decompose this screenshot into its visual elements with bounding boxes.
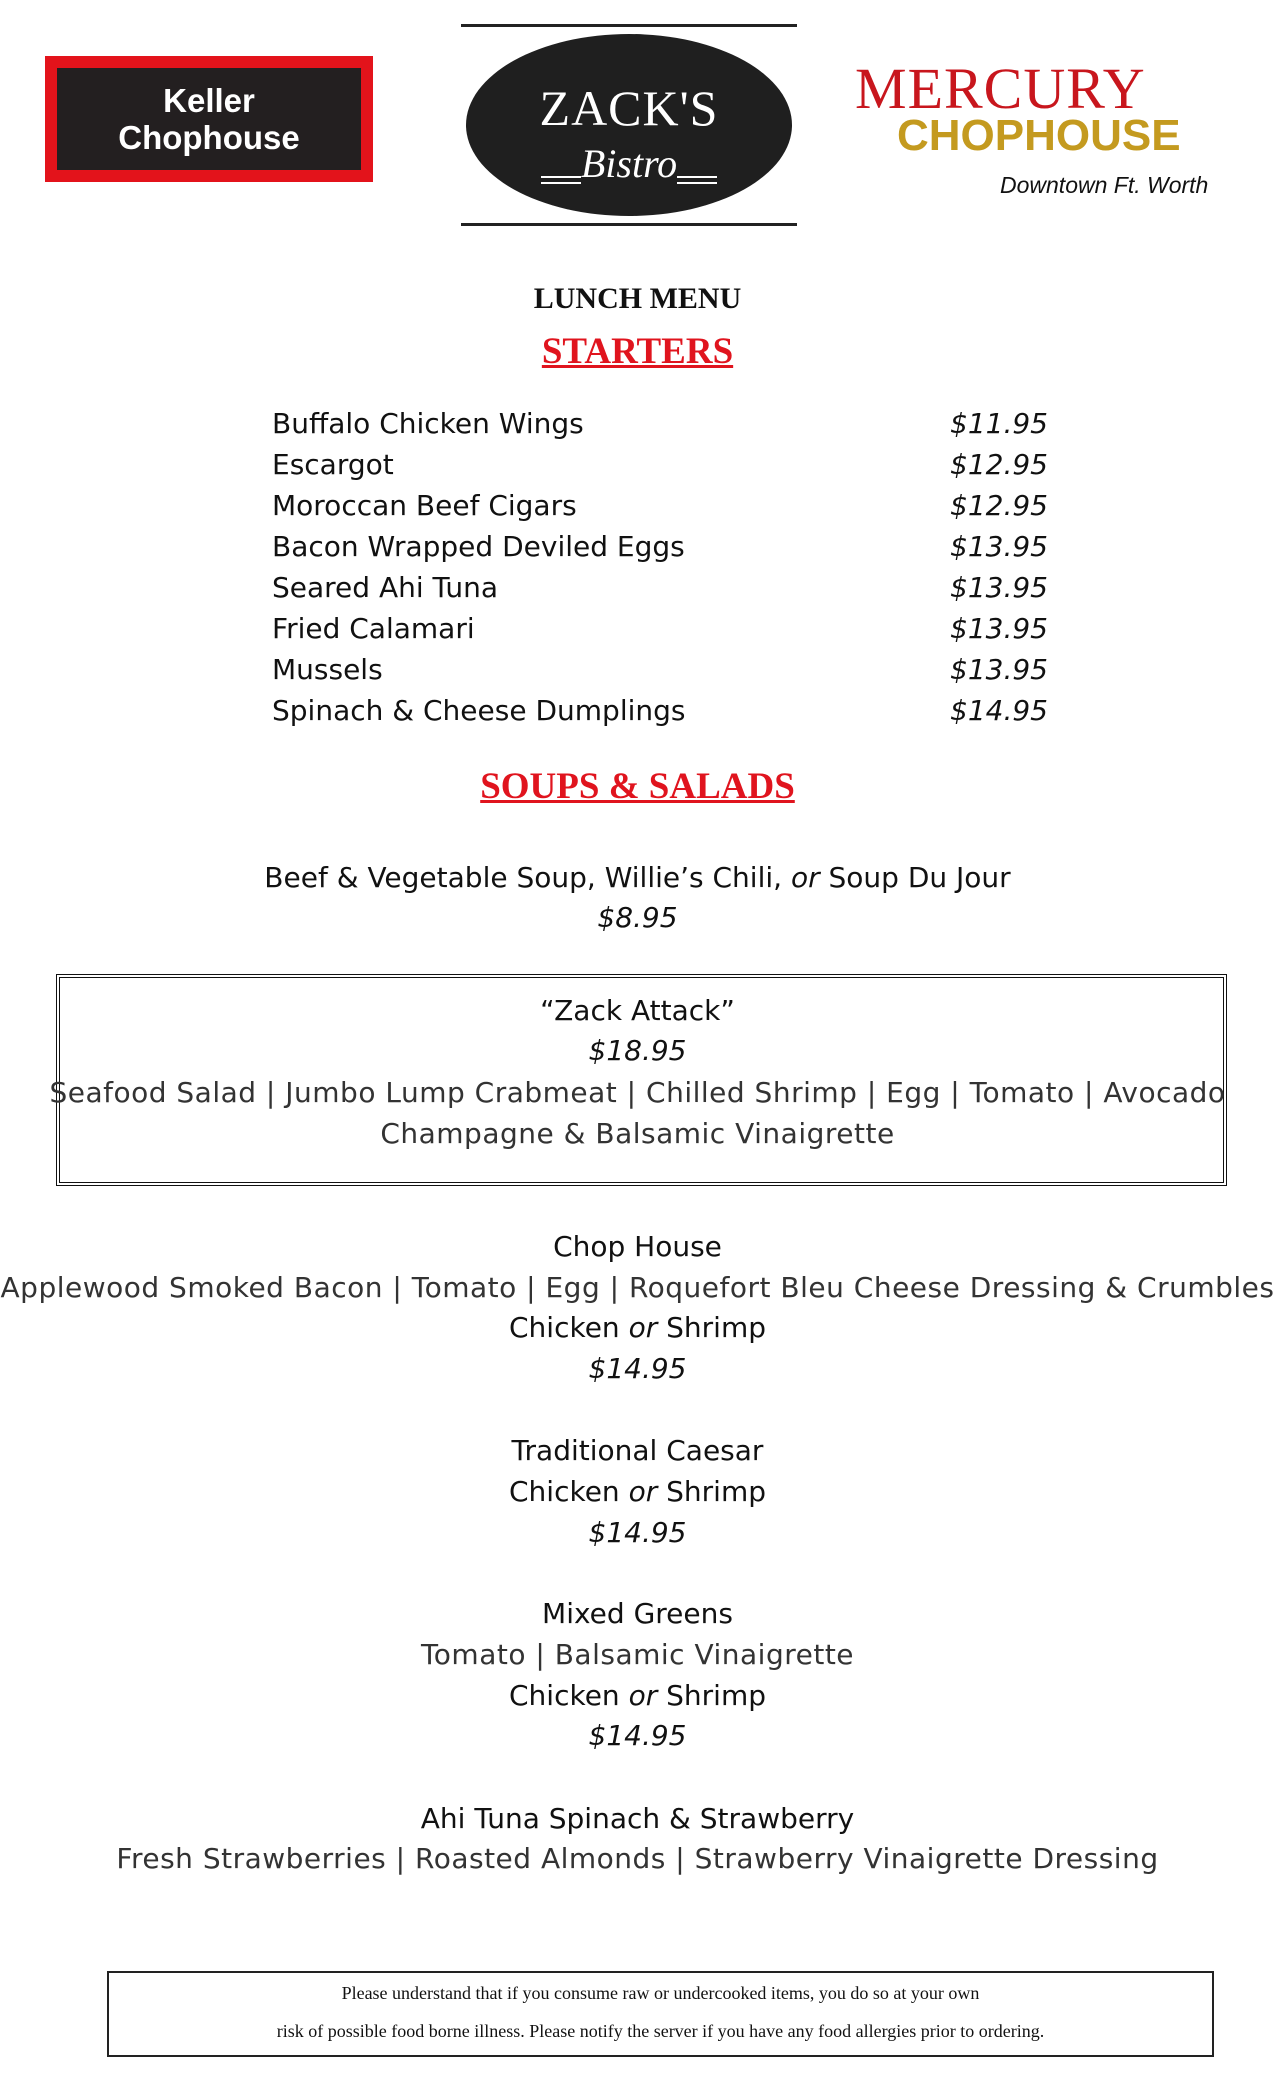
soups-salads-heading: SOUPS & SALADS: [480, 766, 795, 807]
protein-or: or: [628, 1311, 658, 1344]
mixed-greens-price: $14.95: [588, 1719, 687, 1752]
starters-list: [272, 403, 1052, 731]
featured-salad-dressing: Champagne & Balsamic Vinaigrette: [380, 1117, 895, 1150]
soup-price: $8.95: [597, 901, 678, 934]
ahi-salad-description: Fresh Strawberries | Roasted Almonds | Strawberry Vinaigrette Dressing: [116, 1842, 1159, 1875]
starter-price: $12.95: [950, 448, 1048, 481]
chop-house-description: Applewood Smoked Bacon | Tomato | Egg | Roquefort Bleu Cheese Dressing & Crumbles: [0, 1271, 1275, 1304]
list-item: [272, 608, 1052, 649]
protein-option: Chicken: [509, 1679, 620, 1712]
caesar-price: $14.95: [588, 1516, 687, 1549]
starter-price: $11.95: [950, 407, 1048, 440]
starter-name: Fried Calamari: [272, 612, 475, 645]
zacks-logo-subtitle: Bistro: [580, 141, 678, 186]
list-item: [272, 444, 1052, 485]
starter-name: Buffalo Chicken Wings: [272, 407, 584, 440]
mixed-greens-protein: [0, 1675, 1275, 1716]
list-item: [272, 690, 1052, 731]
starter-name: Bacon Wrapped Deviled Eggs: [272, 530, 685, 563]
keller-chophouse-logo: [45, 56, 373, 182]
zacks-logo-name: ZACK'S: [539, 80, 719, 136]
mercury-logo-bottom: CHOPHOUSE: [897, 111, 1181, 160]
chop-house-price: $14.95: [588, 1352, 687, 1385]
soup-options-or: or: [790, 861, 820, 894]
list-item: [272, 567, 1052, 608]
featured-salad-price: $18.95: [588, 1034, 687, 1067]
protein-option: Shrimp: [666, 1311, 766, 1344]
list-item: [272, 403, 1052, 444]
starter-price: $12.95: [950, 489, 1048, 522]
protein-or: or: [628, 1475, 658, 1508]
keller-logo-line1: Keller: [163, 82, 255, 119]
list-item: [272, 526, 1052, 567]
protein-option: Shrimp: [666, 1679, 766, 1712]
starter-name: Escargot: [272, 448, 394, 481]
disclaimer-line1: Please understand that if you consume raw or undercooked items, you do so at your own: [341, 1983, 980, 2003]
starter-name: Spinach & Cheese Dumplings: [272, 694, 686, 727]
mercury-chophouse-logo: [845, 56, 1235, 210]
protein-or: or: [628, 1679, 658, 1712]
ahi-salad-name: Ahi Tuna Spinach & Strawberry: [420, 1802, 855, 1835]
mixed-greens-name: Mixed Greens: [542, 1597, 733, 1630]
chop-house-protein: [0, 1307, 1275, 1348]
starters-heading: STARTERS: [541, 331, 734, 372]
disclaimer-line2: risk of possible food borne illness. Please notify the server if you have any food allergies prior to ordering.: [276, 2021, 1045, 2041]
food-safety-disclaimer: [107, 1971, 1214, 2057]
starter-price: $13.95: [950, 653, 1048, 686]
mercury-logo-top: MERCURY: [855, 56, 1146, 121]
mercury-logo-location: Downtown Ft. Worth: [1000, 172, 1209, 198]
mixed-greens-description: Tomato | Balsamic Vinaigrette: [420, 1638, 855, 1671]
starter-price: $14.95: [950, 694, 1048, 727]
starter-name: Seared Ahi Tuna: [272, 571, 499, 604]
soup-options: [0, 857, 1275, 898]
protein-option: Chicken: [509, 1475, 620, 1508]
starter-name: Moroccan Beef Cigars: [272, 489, 577, 522]
starter-price: $13.95: [950, 571, 1048, 604]
protein-option: Shrimp: [666, 1475, 766, 1508]
menu-title: LUNCH MENU: [533, 282, 742, 315]
starter-price: $13.95: [950, 530, 1048, 563]
list-item: [272, 649, 1052, 690]
starter-price: $13.95: [950, 612, 1048, 645]
protein-option: Chicken: [509, 1311, 620, 1344]
soup-options-part1: Beef & Vegetable Soup, Willie’s Chili,: [264, 861, 783, 894]
featured-salad-description: Seafood Salad | Jumbo Lump Crabmeat | Chilled Shrimp | Egg | Tomato | Avocado: [49, 1076, 1226, 1109]
zacks-bistro-logo: [461, 24, 797, 226]
caesar-protein: [0, 1471, 1275, 1512]
chop-house-name: Chop House: [553, 1230, 722, 1263]
featured-salad-name: “Zack Attack”: [540, 994, 735, 1027]
list-item: [272, 485, 1052, 526]
keller-logo-line2: Chophouse: [118, 119, 300, 156]
soup-options-part2: Soup Du Jour: [828, 861, 1011, 894]
starter-name: Mussels: [272, 653, 383, 686]
caesar-name: Traditional Caesar: [511, 1434, 764, 1467]
